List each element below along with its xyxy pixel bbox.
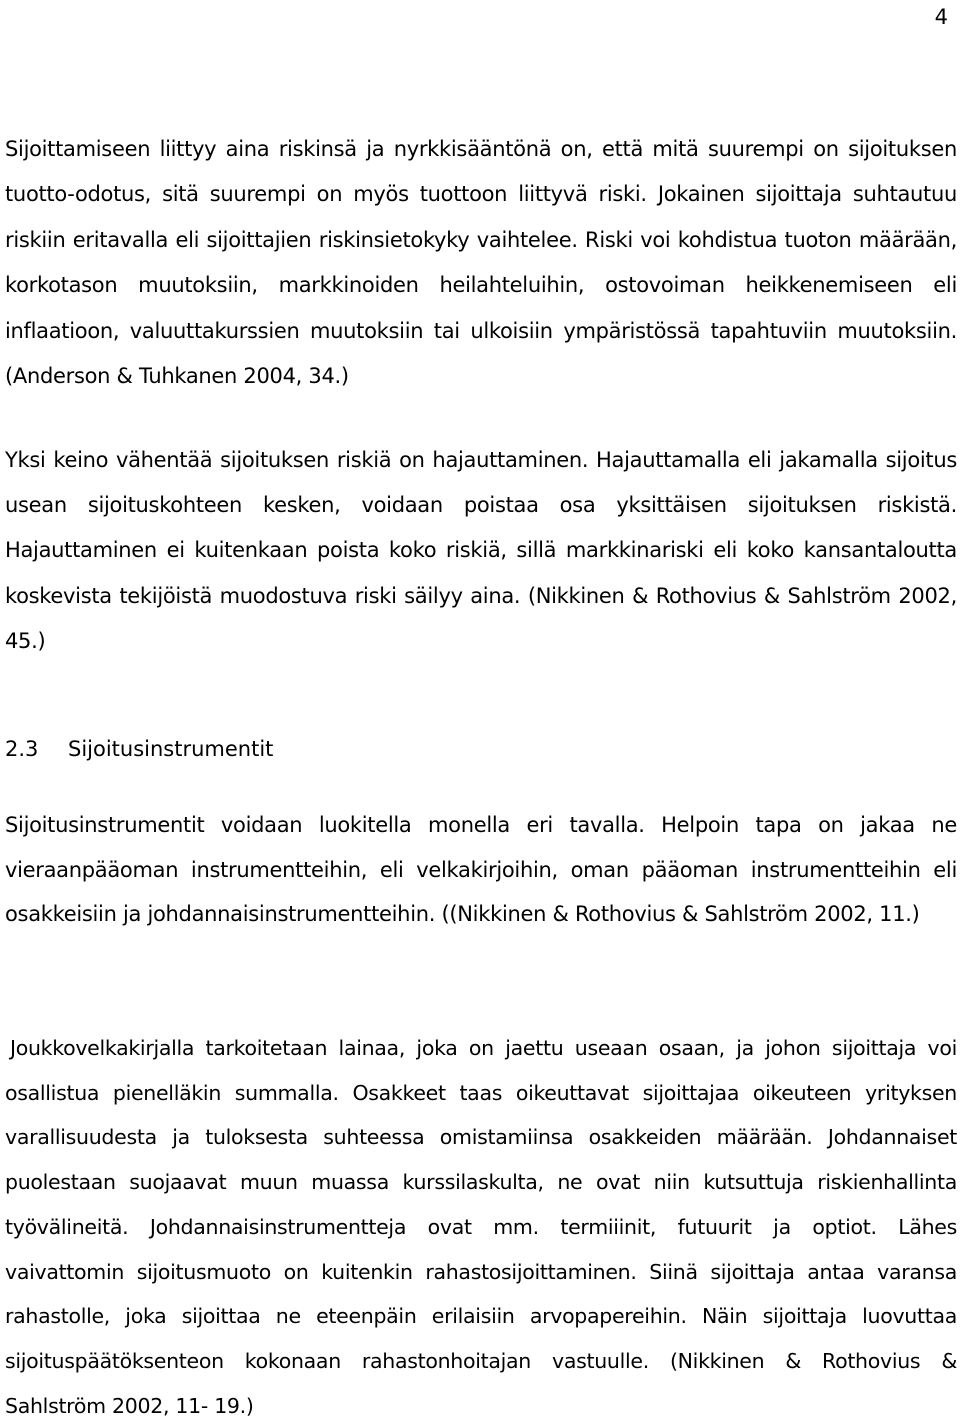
paragraph-instrument-types-text: Joukkovelkakirjalla tarkoitetaan lainaa, joka on jaettu useaan osaan, ja johon sijoittaja voi osallistua pienelläkin summalla. Osakkeet taas oikeuttavat sijoittajaa oikeuteen yrityksen varallisuudesta ja tuloksesta suhteessa omistamiinsa osakkeiden määrään. Johdannaiset puolestaan suojaavat muun muassa kurssilaskulta, ne ovat niin kutsuttuja riskienhallinta työvälineitä. Johdannaisinstrumentteja ovat mm. termiiinit, futuurit ja optiot. Lähes vaivattomin sijoitusmuoto on kuitenkin rahastosijoittaminen. Siinä sijoittaja antaa varansa rahastolle, joka sijoittaa ne eteenpäin erilaisiin arvopapereihin. Näin sijoittaja luovuttaa sijoituspäätöksenteon kokonaan rahastonhoitajan vastuulle. (Nikkinen & Rothovius & Sahlström 2002, 11- 19.)	[5, 1036, 957, 1418]
paragraph-diversification: Yksi keino vähentää sijoituksen riskiä on hajauttaminen. Hajauttamalla eli jakamalla sijoitus usean sijoituskohteen kesken, voidaan poistaa osa yksittäisen sijoituksen riskistä. Hajauttaminen ei kuitenkaan poista koko riskiä, sillä markkinariski eli koko kansantaloutta koskevista tekijöistä muodostuva riski säilyy aina. (Nikkinen & Rothovius & Sahlström 2002, 45.)	[5, 448, 957, 653]
page-number: 4	[934, 5, 948, 29]
section-number: 2.3	[5, 737, 39, 761]
section-heading	[5, 733, 273, 765]
paragraph-risk: Sijoittamiseen liittyy aina riskinsä ja nyrkkisääntönä on, että mitä suurempi on sijoituksen tuotto-odotus, sitä suurempi on myös tuottoon liittyvä riski. Jokainen sijoittaja suhtautuu riskiin eritavalla eli sijoittajien riskinsietokyky vaihtelee. Riski voi kohdistua tuoton määrään, korkotason muutoksiin, markkinoiden heilahteluihin, ostovoiman heikkenemiseen eli inflaatioon, valuuttakurssien muutoksiin tai ulkoisiin ympäristössä tapahtuviin muutoksiin. (Anderson & Tuhkanen 2004, 34.)	[5, 137, 957, 389]
paragraph-instrument-types	[5, 1026, 957, 1428]
paragraph-instrument-classes: Sijoitusinstrumentit voidaan luokitella monella eri tavalla. Helpoin tapa on jakaa ne vieraanpääoman instrumentteihin, eli velkakirjoihin, oman pääoman instrumentteihin eli osakkeisiin ja johdannaisinstrumentteihin. ((Nikkinen & Rothovius & Sahlström 2002, 11.)	[5, 813, 957, 927]
section-title: Sijoitusinstrumentit	[68, 737, 274, 761]
